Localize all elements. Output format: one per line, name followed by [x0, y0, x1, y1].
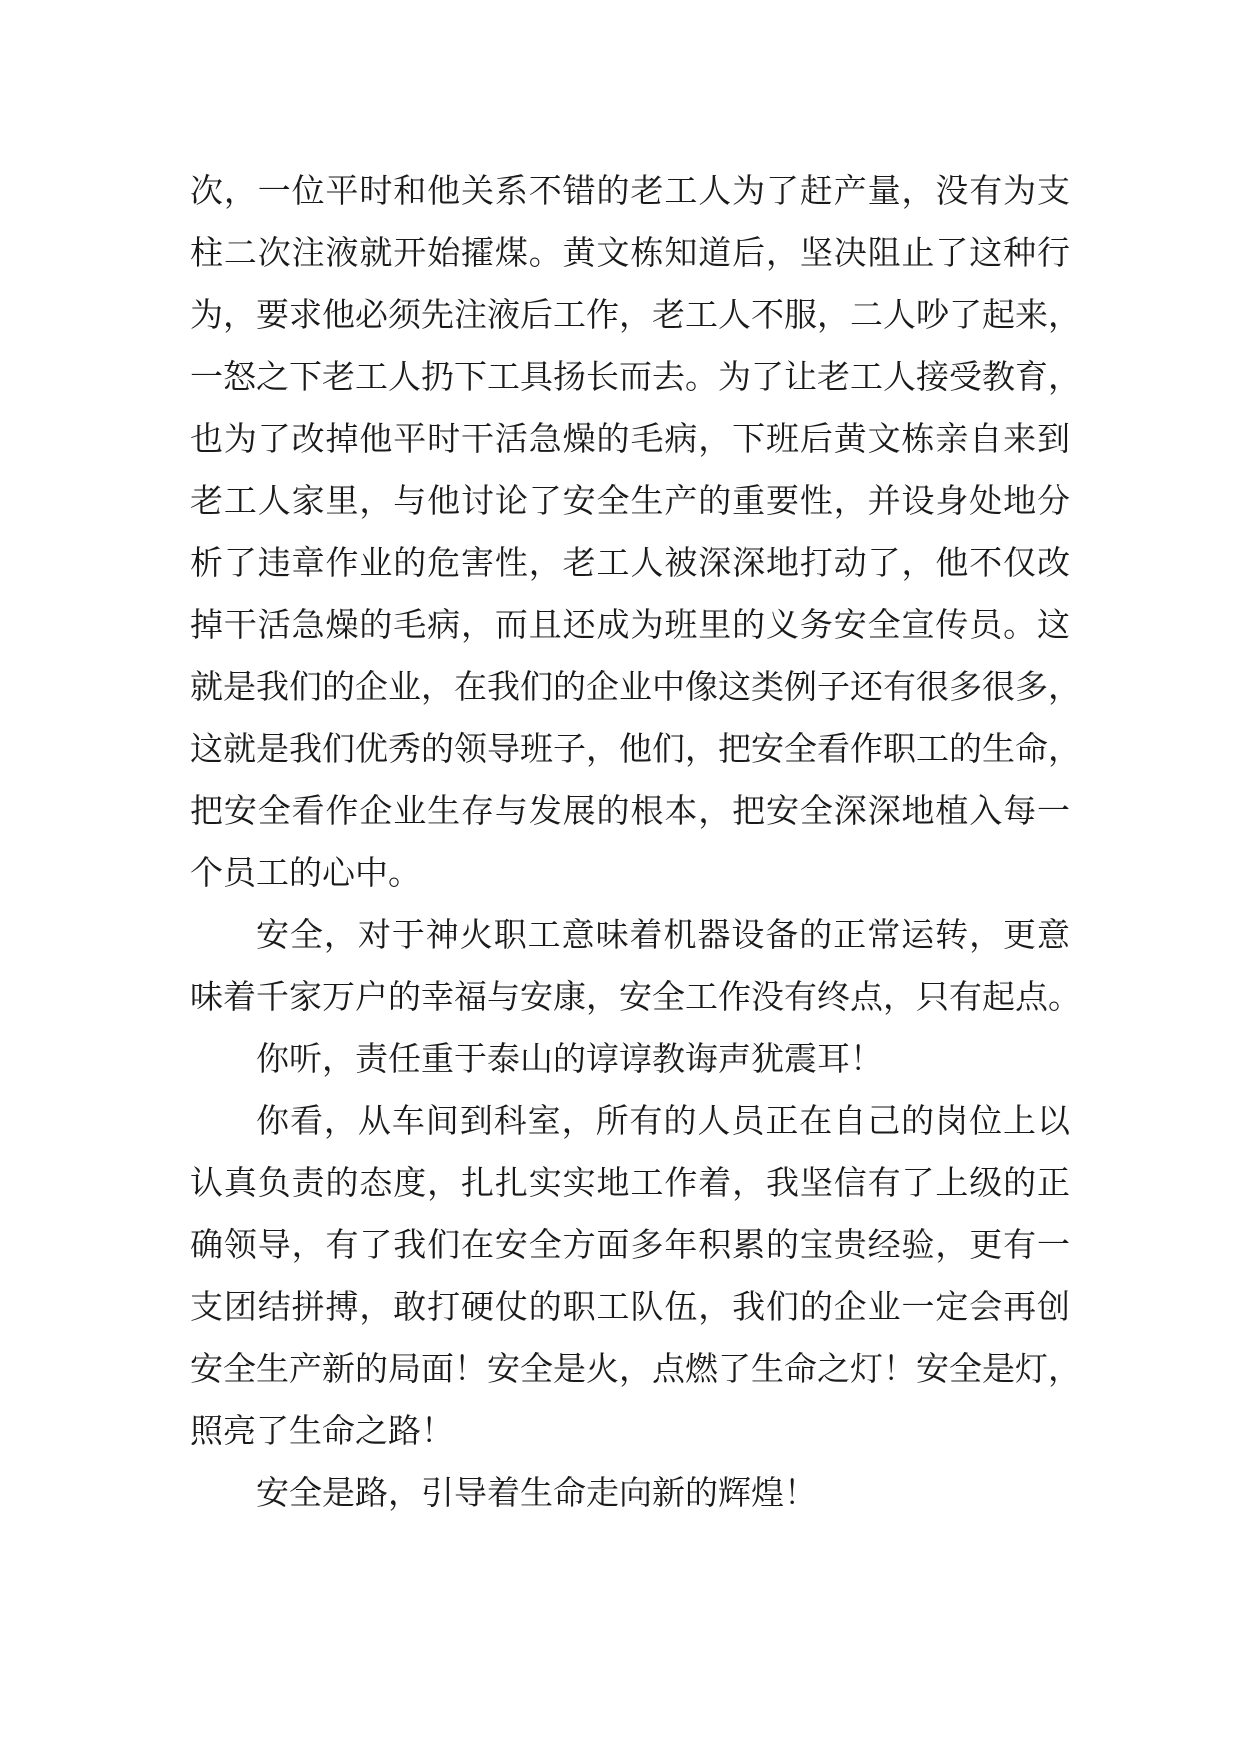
- text-line: 也为了改掉他平时干活急燥的毛病，下班后黄文栋亲自来到: [190, 419, 1070, 458]
- text-line: 支团结拼搏，敢打硬仗的职工队伍，我们的企业一定会再创: [190, 1287, 1070, 1326]
- paragraph-first-line: 你听，责任重于泰山的谆谆教诲声犹震耳！: [256, 1039, 883, 1078]
- text-line: 析了违章作业的危害性，老工人被深深地打动了，他不仅改: [190, 543, 1070, 582]
- text-line: 一怒之下老工人扔下工具扬长而去。为了让老工人接受教育，: [190, 357, 1081, 396]
- text-line: 柱二次注液就开始攉煤。黄文栋知道后，坚决阻止了这种行: [190, 233, 1070, 272]
- document-body: [190, 160, 1081, 1524]
- text-line: 味着千家万户的幸福与安康，安全工作没有终点，只有起点。: [190, 977, 1081, 1016]
- text-line: 这就是我们优秀的领导班子，他们，把安全看作职工的生命，: [190, 729, 1081, 768]
- paragraph-first-line: 安全是路，引导着生命走向新的辉煌！: [256, 1473, 817, 1512]
- paragraph-first-line: 你看，从车间到科室，所有的人员正在自己的岗位上以: [256, 1101, 1070, 1140]
- text-line: 把安全看作企业生存与发展的根本，把安全深深地植入每一: [190, 791, 1070, 830]
- text-line: 个员工的心中。: [190, 853, 421, 892]
- text-line: 认真负责的态度，扎扎实实地工作着，我坚信有了上级的正: [190, 1163, 1070, 1202]
- paragraph-first-line: 安全，对于神火职工意味着机器设备的正常运转，更意: [256, 915, 1070, 954]
- text-line: 安全生产新的局面！安全是火，点燃了生命之灯！安全是灯，: [190, 1349, 1081, 1388]
- text-line: 确领导，有了我们在安全方面多年积累的宝贵经验，更有一: [190, 1225, 1070, 1264]
- text-line: 次，一位平时和他关系不错的老工人为了赶产量，没有为支: [190, 171, 1070, 210]
- text-line: 老工人家里，与他讨论了安全生产的重要性，并设身处地分: [190, 481, 1070, 520]
- text-line: 照亮了生命之路！: [190, 1411, 454, 1450]
- text-line: 为，要求他必须先注液后工作，老工人不服，二人吵了起来，: [190, 295, 1081, 334]
- text-line: 掉干活急燥的毛病，而且还成为班里的义务安全宣传员。这: [190, 605, 1070, 644]
- text-line: 就是我们的企业，在我们的企业中像这类例子还有很多很多，: [190, 667, 1081, 706]
